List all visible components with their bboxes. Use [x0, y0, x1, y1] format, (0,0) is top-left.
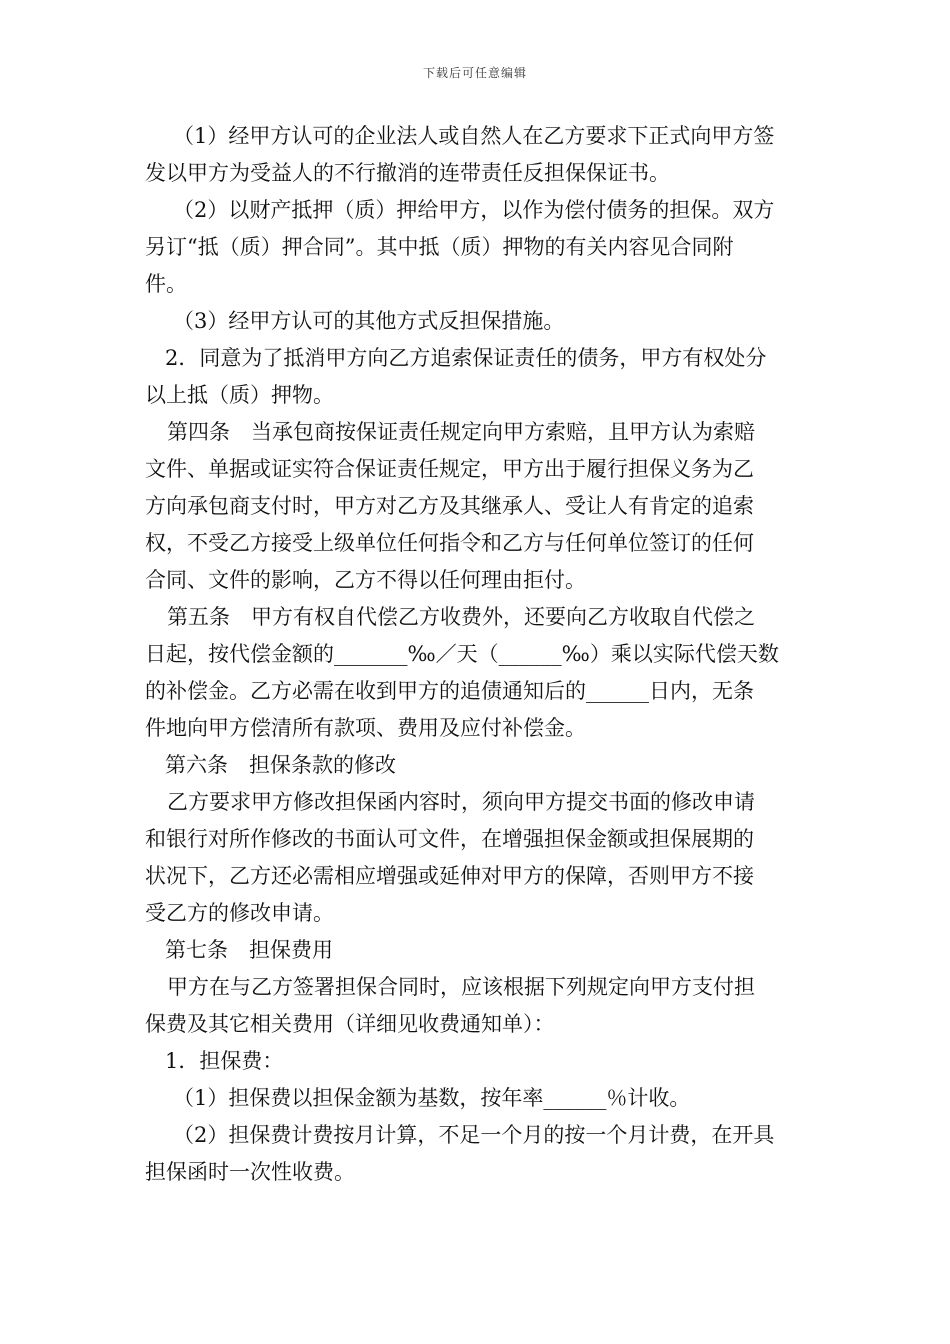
text-line: 第六条 担保条款的修改	[165, 753, 396, 777]
text-line: （2）担保费计费按月计算，不足一个月的按一个月计费，在开具	[173, 1123, 775, 1147]
text-line: 第七条 担保费用	[165, 938, 333, 962]
text-line: 甲方在与乙方签署担保合同时，应该根据下列规定向甲方支付担	[167, 975, 755, 999]
text-line: 另订“抵（质）押合同”。其中抵（质）押物的有关内容见合同附	[145, 235, 734, 259]
text-line: 权，不受乙方接受上级单位任何指令和乙方与任何单位签订的任何	[145, 531, 754, 555]
text-line: 件地向甲方偿清所有款项、费用及应付补偿金。	[145, 716, 586, 740]
text-line: 的补偿金。乙方必需在收到甲方的追债通知后的______日内，无条	[145, 679, 754, 703]
text-line: 第四条 当承包商按保证责任规定向甲方索赔，且甲方认为索赔	[167, 420, 755, 444]
text-line: 件。	[145, 272, 187, 296]
text-line: 状况下，乙方还必需相应增强或延伸对甲方的保障，否则甲方不接	[145, 864, 754, 888]
text-line: 合同、文件的影响，乙方不得以任何理由拒付。	[145, 568, 586, 592]
text-line: 第五条 甲方有权自代偿乙方收费外，还要向乙方收取自代偿之	[167, 605, 755, 629]
text-line: 文件、单据或证实符合保证责任规定，甲方出于履行担保义务为乙	[145, 457, 754, 481]
header-note: 下载后可任意编辑	[422, 66, 527, 80]
text-line: （1）担保费以担保金额为基数，按年率______％计收。	[173, 1086, 691, 1110]
text-line: 日起，按代偿金额的_______‰／天（______‰）乘以实际代偿天数	[145, 642, 779, 666]
text-line: 2．同意为了抵消甲方向乙方追索保证责任的债务，甲方有权处分	[165, 346, 767, 370]
text-line: 保费及其它相关费用（详细见收费通知单）：	[145, 1012, 555, 1036]
text-line: 担保函时一次性收费。	[145, 1160, 355, 1184]
text-line: 乙方要求甲方修改担保函内容时，须向甲方提交书面的修改申请	[167, 790, 755, 814]
text-line: 受乙方的修改申请。	[145, 901, 334, 925]
text-line: （2）以财产抵押（质）押给甲方，以作为偿付债务的担保。双方	[173, 198, 775, 222]
text-line: 方向承包商支付时，甲方对乙方及其继承人、受让人有肯定的追索	[145, 494, 754, 518]
text-line: 以上抵（质）押物。	[145, 383, 334, 407]
document-body	[145, 118, 809, 1191]
text-line: （3）经甲方认可的其他方式反担保措施。	[173, 309, 565, 333]
text-line: 和银行对所作修改的书面认可文件，在增强担保金额或担保展期的	[145, 827, 754, 851]
text-line: 1．担保费：	[165, 1049, 284, 1073]
text-line: （1）经甲方认可的企业法人或自然人在乙方要求下正式向甲方签	[173, 124, 775, 148]
text-line: 发以甲方为受益人的不行撤消的连带责任反担保保证书。	[145, 161, 670, 185]
